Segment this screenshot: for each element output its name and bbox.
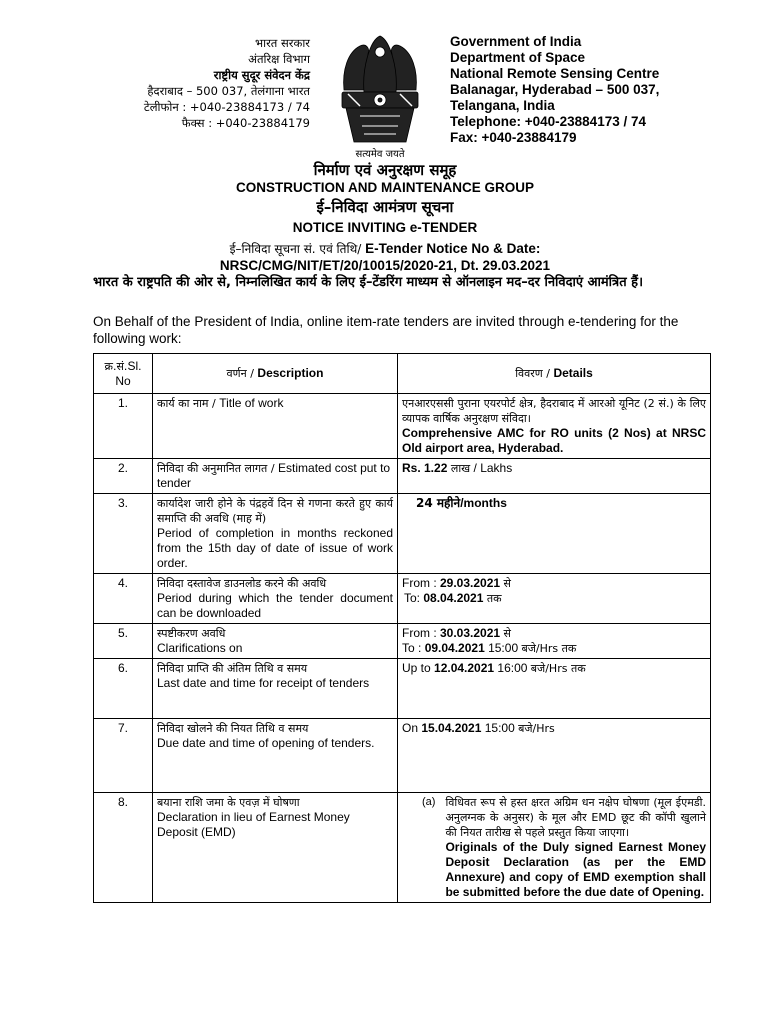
row-desc-english: Clarifications on [157,641,243,655]
row-details [398,394,711,459]
emd-details-hindi: विधिवत रूप से हस्त क्षरत अग्रिम धन नक्षेप घोषणा (मूल ईएमडी. अनुलग्नक के अनुसर) के मूल और EMD छूट की कॉपी खुलाने की नियत तारीख से पहले प्रस्तुत किया जाएगा। [445,796,706,839]
header-sl-no [94,354,153,394]
estimated-cost-unit-english: / Lakhs [470,461,513,475]
table-row [94,394,711,459]
to-label: To : [402,641,425,655]
clarification-from [402,626,706,641]
row-description [153,494,398,574]
row-desc-hindi: कार्यादेश जारी होने के पंद्रहवें दिन से गणना करते हुए कार्य समाप्ति की अवधि (माह में) [157,497,393,525]
notice-number-label-hindi: ई–निविदा सूचना सं. एवं तिथि/ [229,242,362,256]
to-time: 15:00 [484,641,522,655]
row-description [153,624,398,659]
header-details-hindi: विवरण / [515,367,554,380]
notice-number: NRSC/CMG/NIT/ET/20/10015/2020-21, Dt. 29.03.2021 [219,258,551,273]
group-title-hindi: निर्माण एवं अनुरक्षण समूह [313,161,457,179]
from-suffix: से [500,577,511,590]
row-description [153,793,398,903]
header-right-line: Telephone: +040-23884173 / 74 [450,114,646,129]
table-row [94,624,711,659]
header-desc-english: Description [257,366,324,380]
header-right-line: National Remote Sensing Centre [450,66,660,81]
header-sl-hindi: क्र.सं. [104,359,128,373]
row-desc-english: Title of work [219,396,284,410]
receipt-prefix: Up to [402,661,435,675]
row-number: 7. [94,719,153,793]
header-left-line: राष्ट्रीय सुदूर संवेदन केंद्र [213,68,310,82]
row-desc-hindi: निविदा की अनुमानित लागत / [157,462,279,475]
from-suffix: से [500,627,511,640]
header-right-line: Telangana, India [450,98,555,113]
row-number: 5. [94,624,153,659]
download-from [402,576,706,591]
receipt-time: 16:00 [494,661,531,675]
row-desc-hindi: कार्य का नाम / [157,397,220,410]
header-left-line: हैदराबाद – 500 037, तेलंगाना भारत [147,84,310,98]
emd-item-a [402,795,706,900]
header-right-line: Department of Space [450,50,586,65]
row-desc-hindi: निविदा दस्तावेज डाउनलोड करने की अवधि [157,577,327,590]
emd-details-english: Originals of the Duly signed Earnest Money Deposit Declaration (as per the EMD Annexure) and copy of EMD exemption shall be submitted before the due date of Opening. [445,840,706,899]
row-details [398,719,711,793]
receipt-suffix: बजे/Hrs तक [530,662,586,675]
header-description [153,354,398,394]
row-details [398,574,711,624]
row-desc-english: Estimated cost put to tender [157,461,391,490]
row-number: 4. [94,574,153,624]
table-row [94,793,711,903]
estimated-cost-value: Rs. 1.22 [402,461,448,475]
row-number: 6. [94,659,153,719]
header-sl-english: Sl. No [115,358,142,388]
to-date: 09.04.2021 [424,641,485,655]
header-right-line: Fax: +040-23884179 [450,130,577,145]
header-desc-hindi: वर्णन / [226,367,258,380]
from-date: 29.03.2021 [440,576,501,590]
intro-hindi: भारत के राष्ट्रपति की ओर से, निम्नलिखित कार्य के लिए ई–टेंडरिंग माध्यम से ऑनलाइन मद–दर निविदाएं आमंत्रित हैं। [93,275,643,290]
estimated-cost-unit-hindi: लाख [447,462,471,475]
table-row [94,719,711,793]
header-left-line: फैक्स : +040-23884179 [181,116,310,130]
notice-title-hindi: ई–निविदा आमंत्रण सूचना [316,198,454,216]
completion-period-unit: /months [460,496,507,510]
to-suffix: बजे/Hrs तक [521,642,577,655]
to-date: 08.04.2021 [423,591,484,605]
row-desc-english: Last date and time for receipt of tenders [157,676,370,690]
notice-title-english: NOTICE INVITING e-TENDER [292,220,478,235]
row-description [153,719,398,793]
row-desc-hindi: बयाना राशि जमा के एवज़ में घोषणा [157,796,300,809]
tender-details-table [93,353,711,903]
row-description [153,574,398,624]
opening-date: 15.04.2021 [421,721,482,735]
row-desc-hindi: स्पष्टीकरण अवधि [157,627,226,640]
header-details-english: Details [553,366,593,380]
row-desc-english: Due date and time of opening of tenders. [157,736,375,750]
header-left-line: अंतरिक्ष विभाग [248,52,310,66]
row-desc-hindi: निविदा खोलने की नियत तिथि व समय [157,722,309,735]
from-date: 30.03.2021 [440,626,501,640]
national-emblem-icon [334,30,426,160]
header-left-block [96,35,310,131]
row-details [398,624,711,659]
row-details [398,494,711,574]
row-description [153,459,398,494]
notice-number-label-english: E-Tender Notice No & Date: [361,241,541,256]
row-description [153,394,398,459]
intro-english: On Behalf of the President of India, online item-rate tenders are invited through e-tendering for the following work: [93,314,679,346]
download-to [402,591,706,606]
opening-suffix: बजे/Hrs [518,722,555,735]
to-suffix: तक [483,592,502,605]
to-label: To: [404,591,424,605]
row-desc-hindi: निविदा प्राप्ति की अंतिम तिथि व समय [157,662,308,675]
emblem-motto: सत्यमेव जयते [355,149,405,160]
row-description [153,659,398,719]
header-right-line: Balanagar, Hyderabad – 500 037, [450,82,660,97]
header-right-line: Government of India [450,34,582,49]
row-number: 2. [94,459,153,494]
row-number: 1. [94,394,153,459]
opening-time: 15:00 [481,721,519,735]
clarification-to [402,641,706,656]
header-right-block [450,34,750,146]
header-left-line: टेलीफोन : +040-23884173 / 74 [143,100,310,114]
table-row [94,459,711,494]
row-number: 3. [94,494,153,574]
row-details [398,659,711,719]
receipt-date: 12.04.2021 [434,661,495,675]
row-details-english: Comprehensive AMC for RO units (2 Nos) at NRSC Old airport area, Hyderabad. [402,426,706,455]
table-header-row [94,354,711,394]
emd-item-label: (a) [422,796,436,808]
row-details-hindi: एनआरएससी पुराना एयरपोर्ट क्षेत्र, हैदराबाद में आरओ यूनिट (2 सं.) के लिए व्यापक वार्षिक अनुरक्षण संविदा। [402,397,706,425]
from-label: From : [402,626,440,640]
from-label: From : [402,576,440,590]
row-details [398,793,711,903]
header-left-line: भारत सरकार [255,36,310,50]
table-row [94,659,711,719]
row-number: 8. [94,793,153,903]
table-row [94,574,711,624]
row-details [398,459,711,494]
table-row [94,494,711,574]
completion-period-value: 24 महीने [416,496,461,510]
row-desc-english: Period of completion in months reckoned from the 15th day of date of issue of work order. [157,526,393,570]
row-desc-english: Period during which the tender document can be downloaded [157,591,393,620]
header-details [398,354,711,394]
opening-prefix: On [402,721,422,735]
notice-number-label [0,240,770,257]
group-title-english: CONSTRUCTION AND MAINTENANCE GROUP [236,180,534,195]
row-desc-english: Declaration in lieu of Earnest Money Deposit (EMD) [157,810,350,839]
